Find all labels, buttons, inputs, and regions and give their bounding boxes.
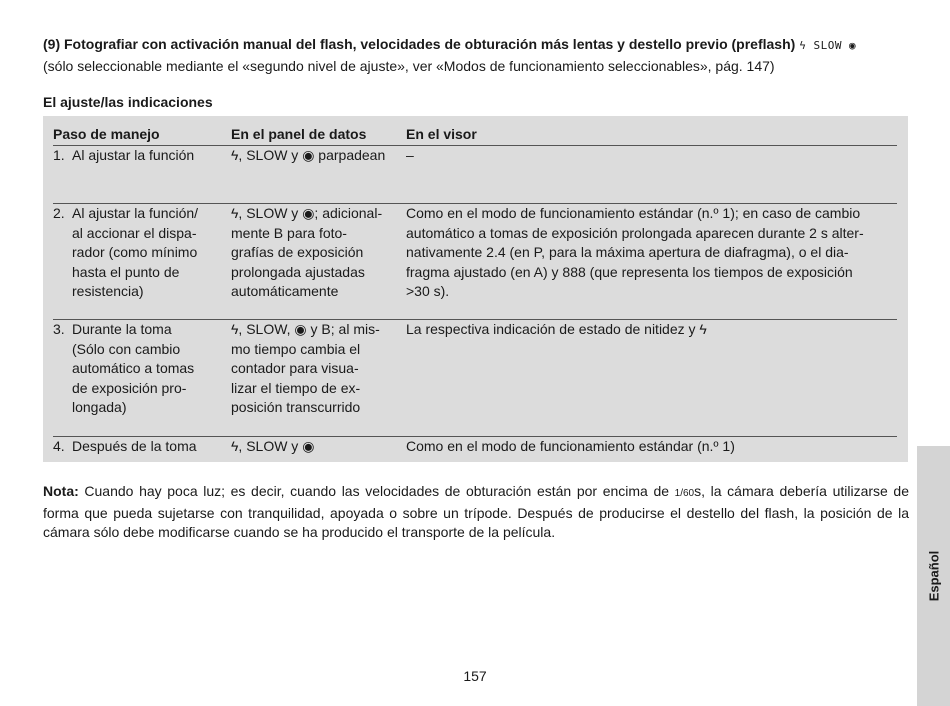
row-number: 2.	[53, 205, 65, 221]
visor-text: nativamente 2.4 (en P, para la máxima apertura de diafragma), o el dia-	[406, 244, 849, 260]
step-text: longada)	[72, 399, 127, 415]
section-heading	[43, 34, 913, 76]
panel-text: ϟ, SLOW y ◉	[231, 438, 315, 454]
language-side-tab-label: Español	[926, 550, 942, 602]
step-text: automático a tomas	[72, 360, 195, 376]
row-number: 3.	[53, 321, 65, 337]
table-row-2-panel	[231, 204, 406, 302]
step-text: al accionar el dispa-	[72, 224, 197, 241]
page-number: 157	[463, 668, 487, 684]
table-row-4-step	[53, 437, 231, 457]
panel-text: lizar el tiempo de ex-	[231, 379, 361, 396]
step-text: Al ajustar la función/	[72, 205, 199, 221]
section-heading-title: (9) Fotografiar con activación manual del flash, velocidades de obturación más lentas y destello previo (preflash)	[43, 36, 796, 52]
visor-text: La respectiva indicación de estado de nitidez y ϟ	[406, 321, 707, 337]
table-row-2-step	[53, 204, 231, 302]
table-row-1-step	[53, 146, 231, 166]
visor-text: automático a tomas de exposición prolongada aparecen durante 2 s alter-	[406, 224, 864, 241]
panel-text: ϟ, SLOW y ◉ parpadean	[231, 147, 386, 163]
panel-text: mente B para foto-	[231, 224, 347, 241]
language-side-tab-label-box	[922, 446, 946, 706]
note-label: Nota:	[43, 483, 79, 499]
note-paragraph	[43, 482, 909, 543]
panel-text: grafías de exposición	[231, 244, 364, 260]
visor-text: fragma ajustado (en A) y 888 (que representa los tiempos de exposición	[406, 263, 853, 280]
visor-text: –	[406, 147, 414, 163]
step-text: (Sólo con cambio	[72, 340, 181, 357]
section-heading-subtitle: (sólo seleccionable mediante el «segundo nivel de ajuste», ver «Modos de funcionamiento seleccionables», pág. 147)	[43, 58, 775, 74]
note-text-1: Cuando hay poca luz; es decir, cuando las velocidades de obturación están por encima de	[84, 483, 670, 499]
note-text-2: s, la cámara debería utilizarse de forma que pueda sujetarse con tranquilidad, apoyada o sobre un trípode. Después de producirse el destello del flash, la posición de la cámara sólo debe modificarse cuando se ha producido el transporte de la película.	[43, 483, 909, 540]
flash-slow-eye-symbols: ϟ SLOW ◉	[799, 39, 857, 52]
table-row-4-panel	[231, 437, 406, 457]
visor-text: >30 s).	[406, 283, 450, 299]
step-text: Al ajustar la función	[72, 147, 195, 163]
step-text: resistencia)	[72, 283, 144, 299]
panel-text: automáticamente	[231, 283, 339, 299]
panel-text: mo tiempo cambia el	[231, 340, 361, 357]
table-row-2-visor	[406, 204, 901, 302]
panel-text: posición transcurrido	[231, 399, 361, 415]
step-text: Después de la toma	[72, 438, 197, 454]
table-header-step: Paso de manejo	[53, 126, 160, 142]
panel-text: ϟ, SLOW, ◉ y B; al mis-	[231, 321, 380, 337]
shutter-fraction: 1/60	[674, 488, 695, 499]
row-number: 4.	[53, 438, 65, 454]
panel-text: prolongada ajustadas	[231, 263, 365, 280]
table-row-3-step	[53, 320, 231, 418]
panel-text: contador para visua-	[231, 360, 359, 376]
table-header-visor: En el visor	[406, 126, 477, 142]
row-number: 1.	[53, 147, 65, 163]
table-row-1-panel	[231, 146, 406, 166]
step-text: rador (como mínimo	[72, 244, 198, 260]
settings-subheading: El ajuste/las indicaciones	[43, 94, 213, 110]
visor-text: Como en el modo de funcionamiento estándar (n.º 1); en caso de cambio	[406, 205, 861, 221]
table-header-panel: En el panel de datos	[231, 126, 367, 142]
table-row-3-panel	[231, 320, 406, 418]
table-row-3-visor	[406, 320, 901, 340]
panel-text: ϟ, SLOW y ◉; adicional-	[231, 205, 383, 221]
settings-table	[43, 116, 908, 462]
table-row-1-visor	[406, 146, 901, 166]
visor-text: Como en el modo de funcionamiento estándar (n.º 1)	[406, 438, 735, 454]
step-text: de exposición pro-	[72, 379, 187, 396]
step-text: hasta el punto de	[72, 263, 180, 280]
step-text: Durante la toma	[72, 321, 172, 337]
table-row-4-visor	[406, 437, 901, 457]
